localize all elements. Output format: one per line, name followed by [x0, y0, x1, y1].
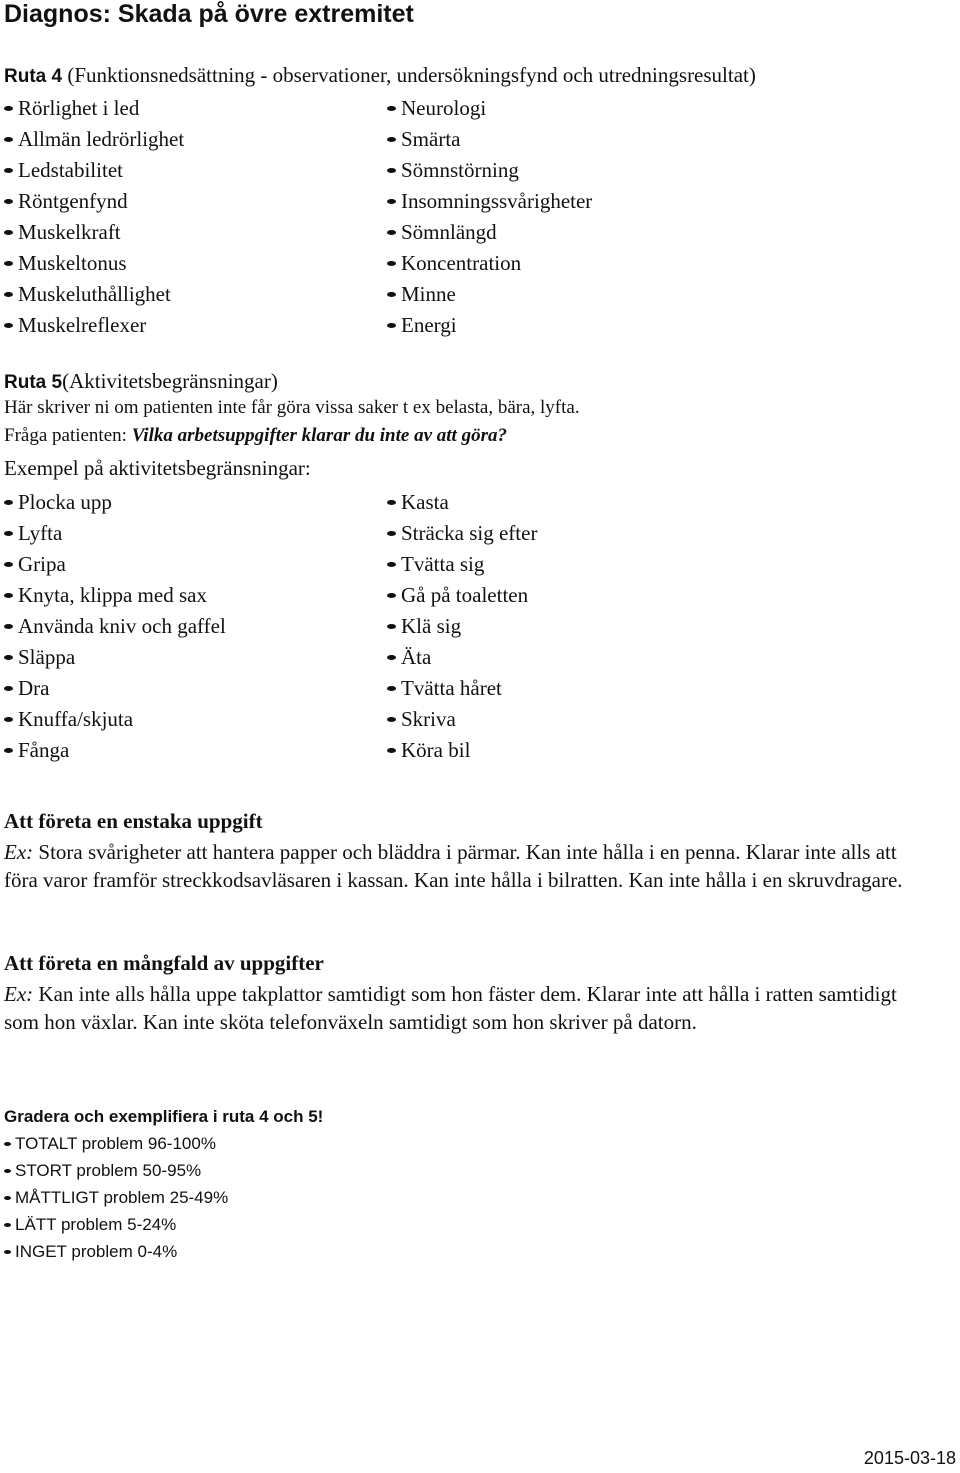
- ruta4-item-label: Neurologi: [401, 96, 487, 120]
- ruta5-heading-line: [4, 369, 278, 394]
- ruta4-item: [4, 248, 184, 279]
- ruta4-item-label: Sömnstörning: [401, 158, 519, 182]
- ruta4-item-label: Muskeltonus: [18, 251, 127, 275]
- activity-item: [4, 735, 226, 766]
- bullet-icon: [387, 230, 396, 235]
- activity-item-label: Lyfta: [18, 521, 63, 545]
- activity-item-label: Skriva: [401, 707, 456, 731]
- bullet-icon: [4, 531, 13, 536]
- document-date: 2015-03-18: [863, 1448, 956, 1468]
- bullet-icon: [4, 261, 13, 266]
- ruta4-item-label: Allmän ledrörlighet: [18, 127, 185, 151]
- activity-item: [4, 549, 226, 580]
- activity-item: [387, 487, 537, 518]
- examples-heading: Exempel på aktivitetsbegränsningar:: [4, 456, 311, 480]
- activity-item-label: Sträcka sig efter: [401, 521, 538, 545]
- activity-item: [4, 642, 226, 673]
- bullet-icon: [4, 199, 13, 204]
- activity-item: [387, 518, 537, 549]
- activity-item-label: Använda kniv och gaffel: [18, 614, 226, 638]
- grading-item-label: STORT problem 50-95%: [15, 1161, 202, 1180]
- ruta4-item-label: Muskelkraft: [18, 220, 121, 244]
- bullet-icon: [387, 531, 396, 536]
- single-task-ex-label: Ex:: [4, 840, 34, 864]
- bullet-icon: [387, 168, 396, 173]
- activity-item: [387, 704, 537, 735]
- bullet-icon: [387, 106, 396, 111]
- activity-item: [4, 611, 226, 642]
- ruta4-item-label: Sömnlängd: [401, 220, 497, 244]
- activity-item: [387, 673, 537, 704]
- activity-item: [387, 580, 537, 611]
- multiple-tasks-paragraph: [4, 980, 934, 1036]
- bullet-icon: [4, 655, 13, 660]
- activity-item-label: Gripa: [18, 552, 66, 576]
- bullet-icon: [4, 624, 13, 629]
- grading-item-label: LÄTT problem 5-24%: [15, 1215, 177, 1234]
- ruta4-item-label: Koncentration: [401, 251, 522, 275]
- activity-item: [4, 673, 226, 704]
- activity-item-label: Plocka upp: [18, 490, 112, 514]
- bullet-icon: [4, 686, 13, 691]
- grading-list: [4, 1130, 323, 1265]
- ruta4-item: [387, 279, 592, 310]
- bullet-icon: [387, 655, 396, 660]
- ruta4-item: [387, 217, 592, 248]
- ruta4-item: [387, 155, 592, 186]
- grading-item: [4, 1184, 323, 1211]
- single-task-text: Stora svårigheter att hantera papper och bläddra i pärmar. Kan inte hålla i en penna. Klarar inte alls att föra varor framför streckkodsavläsaren i kassan. Kan inte hålla i bilratten. Kan inte hålla i en skruvdragare.: [4, 840, 903, 892]
- bullet-icon: [4, 1196, 11, 1200]
- ruta4-item: [387, 310, 592, 341]
- ruta5-right-list: [387, 487, 537, 766]
- activity-item-label: Tvätta håret: [401, 676, 502, 700]
- activity-item-label: Äta: [401, 645, 432, 669]
- ruta4-item-label: Ledstabilitet: [18, 158, 123, 182]
- activity-item: [387, 735, 537, 766]
- activity-item-label: Köra bil: [401, 738, 471, 762]
- bullet-icon: [4, 1142, 11, 1146]
- bullet-icon: [4, 717, 13, 722]
- ruta5-description: Här skriver ni om patienten inte får göra vissa saker t ex belasta, bära, lyfta.: [4, 397, 580, 418]
- activity-item-label: Kasta: [401, 490, 449, 514]
- bullet-icon: [387, 593, 396, 598]
- grading-item: [4, 1130, 323, 1157]
- multiple-tasks-text: Kan inte alls hålla uppe takplattor samtidigt som hon fäster dem. Klarar inte att hålla i ratten samtidigt som hon växlar. Kan inte sköta telefonväxeln samtidigt som hon skriver på datorn.: [4, 982, 897, 1034]
- grading-item: [4, 1211, 323, 1238]
- bullet-icon: [4, 1250, 11, 1254]
- ruta4-item: [387, 93, 592, 124]
- activity-item: [4, 487, 226, 518]
- grading-item-label: INGET problem 0-4%: [15, 1242, 178, 1261]
- ruta4-item: [4, 310, 184, 341]
- bullet-icon: [4, 593, 13, 598]
- ruta4-item: [387, 248, 592, 279]
- ruta4-item-label: Energi: [401, 313, 457, 337]
- bullet-icon: [387, 686, 396, 691]
- ruta4-item: [4, 124, 184, 155]
- activity-item-label: Dra: [18, 676, 50, 700]
- grading-heading: Gradera och exemplifiera i ruta 4 och 5!: [4, 1107, 324, 1126]
- bullet-icon: [4, 562, 13, 567]
- ruta4-item: [4, 93, 184, 124]
- bullet-icon: [387, 562, 396, 567]
- multiple-tasks-ex-label: Ex:: [4, 982, 34, 1006]
- ruta4-item-label: Muskelreflexer: [18, 313, 147, 337]
- activity-item-label: Knyta, klippa med sax: [18, 583, 207, 607]
- ruta4-item: [4, 186, 184, 217]
- grading-section: [4, 1103, 323, 1265]
- bullet-icon: [387, 500, 396, 505]
- grading-item: [4, 1157, 323, 1184]
- activity-item-label: Fånga: [18, 738, 70, 762]
- ruta4-item-label: Smärta: [401, 127, 461, 151]
- bullet-icon: [4, 168, 13, 173]
- activity-item-label: Tvätta sig: [401, 552, 485, 576]
- bullet-icon: [387, 292, 396, 297]
- ruta5-question: Vilka arbetsuppgifter klarar du inte av att göra?: [131, 425, 507, 446]
- ruta4-item-label: Röntgenfynd: [18, 189, 128, 213]
- bullet-icon: [4, 230, 13, 235]
- bullet-icon: [4, 1223, 11, 1227]
- ruta5-heading: Ruta 5: [4, 372, 63, 393]
- ruta5-left-list: [4, 487, 226, 766]
- bullet-icon: [387, 261, 396, 266]
- activity-item-label: Klä sig: [401, 614, 462, 638]
- bullet-icon: [4, 137, 13, 142]
- activity-item: [4, 704, 226, 735]
- activity-item-label: Släppa: [18, 645, 76, 669]
- ruta4-item-label: Insomningssvårigheter: [401, 189, 593, 213]
- grading-item-label: MÅTTLIGT problem 25-49%: [15, 1188, 229, 1207]
- single-task-paragraph: [4, 838, 934, 894]
- bullet-icon: [4, 323, 13, 328]
- bullet-icon: [387, 624, 396, 629]
- bullet-icon: [4, 292, 13, 297]
- bullet-icon: [387, 137, 396, 142]
- activity-item: [387, 611, 537, 642]
- bullet-icon: [4, 748, 13, 753]
- grading-item: [4, 1238, 323, 1265]
- ruta4-item-label: Minne: [401, 282, 456, 306]
- ruta4-item: [4, 155, 184, 186]
- ruta4-subheading: (Funktionsnedsättning - observationer, undersökningsfynd och utredningsresultat): [67, 63, 756, 87]
- ruta5-question-line: [4, 425, 507, 447]
- ruta4-heading-line: [4, 63, 756, 88]
- activity-item: [4, 580, 226, 611]
- ruta5-question-prefix: Fråga patienten:: [4, 425, 127, 446]
- activity-item-label: Knuffa/skjuta: [18, 707, 134, 731]
- activity-item: [4, 518, 226, 549]
- bullet-icon: [387, 748, 396, 753]
- bullet-icon: [387, 323, 396, 328]
- bullet-icon: [387, 199, 396, 204]
- ruta4-right-list: [387, 93, 592, 341]
- grading-item-label: TOTALT problem 96-100%: [15, 1134, 216, 1153]
- ruta4-item-label: Rörlighet i led: [18, 96, 140, 120]
- ruta4-item: [4, 279, 184, 310]
- activity-item: [387, 549, 537, 580]
- bullet-icon: [4, 106, 13, 111]
- ruta4-item-label: Muskeluthållighet: [18, 282, 171, 306]
- bullet-icon: [4, 500, 13, 505]
- multiple-tasks-heading: Att företa en mångfald av uppgifter: [4, 951, 324, 975]
- ruta4-item: [4, 217, 184, 248]
- bullet-icon: [4, 1169, 11, 1173]
- ruta4-item: [387, 186, 592, 217]
- ruta4-left-list: [4, 93, 184, 341]
- ruta5-subheading: (Aktivitetsbegränsningar): [62, 369, 278, 393]
- single-task-heading: Att företa en enstaka uppgift: [4, 809, 263, 833]
- activity-item-label: Gå på toaletten: [401, 583, 529, 607]
- bullet-icon: [387, 717, 396, 722]
- ruta4-item: [387, 124, 592, 155]
- page-title: Diagnos: Skada på övre extremitet: [4, 0, 414, 28]
- ruta4-heading: Ruta 4: [4, 66, 63, 87]
- activity-item: [387, 642, 537, 673]
